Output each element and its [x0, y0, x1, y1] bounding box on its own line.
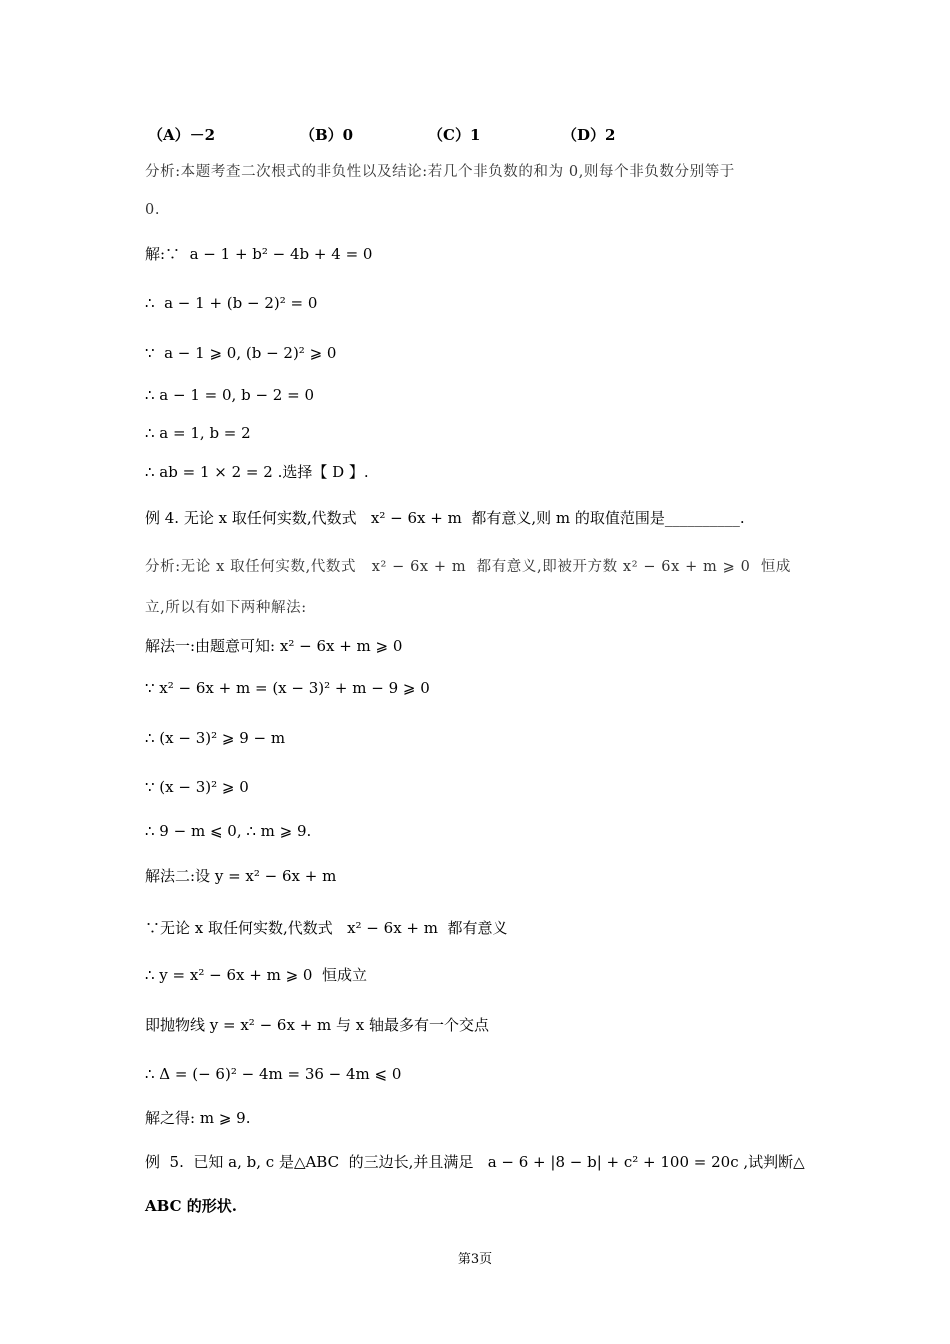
method-2-step-1: 解法二:设 y = x² − 6x + m	[145, 867, 337, 885]
method-2-result: 解之得: m ⩾ 9.	[145, 1109, 251, 1127]
solution-step-2: ∴ a − 1 + (b − 2)² = 0	[145, 294, 318, 312]
analysis-line-2: 0.	[145, 202, 161, 218]
option-c: （C）1	[428, 126, 481, 144]
method-1-step-5: ∴ 9 − m ⩽ 0, ∴ m ⩾ 9.	[145, 822, 312, 840]
method-1-step-4: ∵ (x − 3)² ⩾ 0	[145, 778, 249, 796]
method-1-step-2: ∵ x² − 6x + m = (x − 3)² + m − 9 ⩾ 0	[145, 679, 430, 697]
solution-step-4: ∴ a − 1 = 0, b − 2 = 0	[145, 386, 314, 404]
method-1-step-3: ∴ (x − 3)² ⩾ 9 − m	[145, 729, 286, 747]
example-4-analysis-2: 立,所以有如下两种解法:	[145, 600, 307, 616]
example-5-question-2: ABC 的形状.	[145, 1197, 237, 1215]
solution-step-1: 解:∵ a − 1 + b² − 4b + 4 = 0	[145, 245, 373, 263]
solution-answer: ∴ ab = 1 × 2 = 2 .选择【 D 】.	[145, 463, 369, 481]
option-a: （A）－2	[148, 126, 216, 144]
solution-step-3: ∵ a − 1 ⩾ 0, (b − 2)² ⩾ 0	[145, 344, 337, 362]
option-d: （D）2	[562, 126, 616, 144]
example-4-question: 例 4. 无论 x 取任何实数,代数式 x² − 6x + m 都有意义,则 m 的取值范围是__________.	[145, 509, 745, 527]
method-2-step-5: ∴ Δ = (− 6)² − 4m = 36 − 4m ⩽ 0	[145, 1065, 402, 1083]
method-1-step-1: 解法一:由题意可知: x² − 6x + m ⩾ 0	[145, 637, 403, 655]
method-2-step-4: 即抛物线 y = x² − 6x + m 与 x 轴最多有一个交点	[145, 1016, 490, 1034]
option-b: （B）0	[300, 126, 354, 144]
method-2-step-3: ∴ y = x² − 6x + m ⩾ 0 恒成立	[145, 966, 367, 984]
example-5-question-1: 例 5. 已知 a, b, c 是△ABC 的三边长,并且满足 a − 6 + |8 − b| + c² + 100 = 20c ,试判断△	[145, 1153, 805, 1171]
page-number: 第3页	[457, 1252, 493, 1267]
method-2-step-2: ∵无论 x 取任何实数,代数式 x² − 6x + m 都有意义	[145, 919, 508, 937]
solution-step-5: ∴ a = 1, b = 2	[145, 424, 251, 442]
analysis-line-1: 分析:本题考查二次根式的非负性以及结论:若几个非负数的和为 0,则每个非负数分别等于	[145, 164, 735, 180]
example-4-analysis-1: 分析:无论 x 取任何实数,代数式 x² − 6x + m 都有意义,即被开方数 x² − 6x + m ⩾ 0 恒成	[145, 559, 792, 575]
